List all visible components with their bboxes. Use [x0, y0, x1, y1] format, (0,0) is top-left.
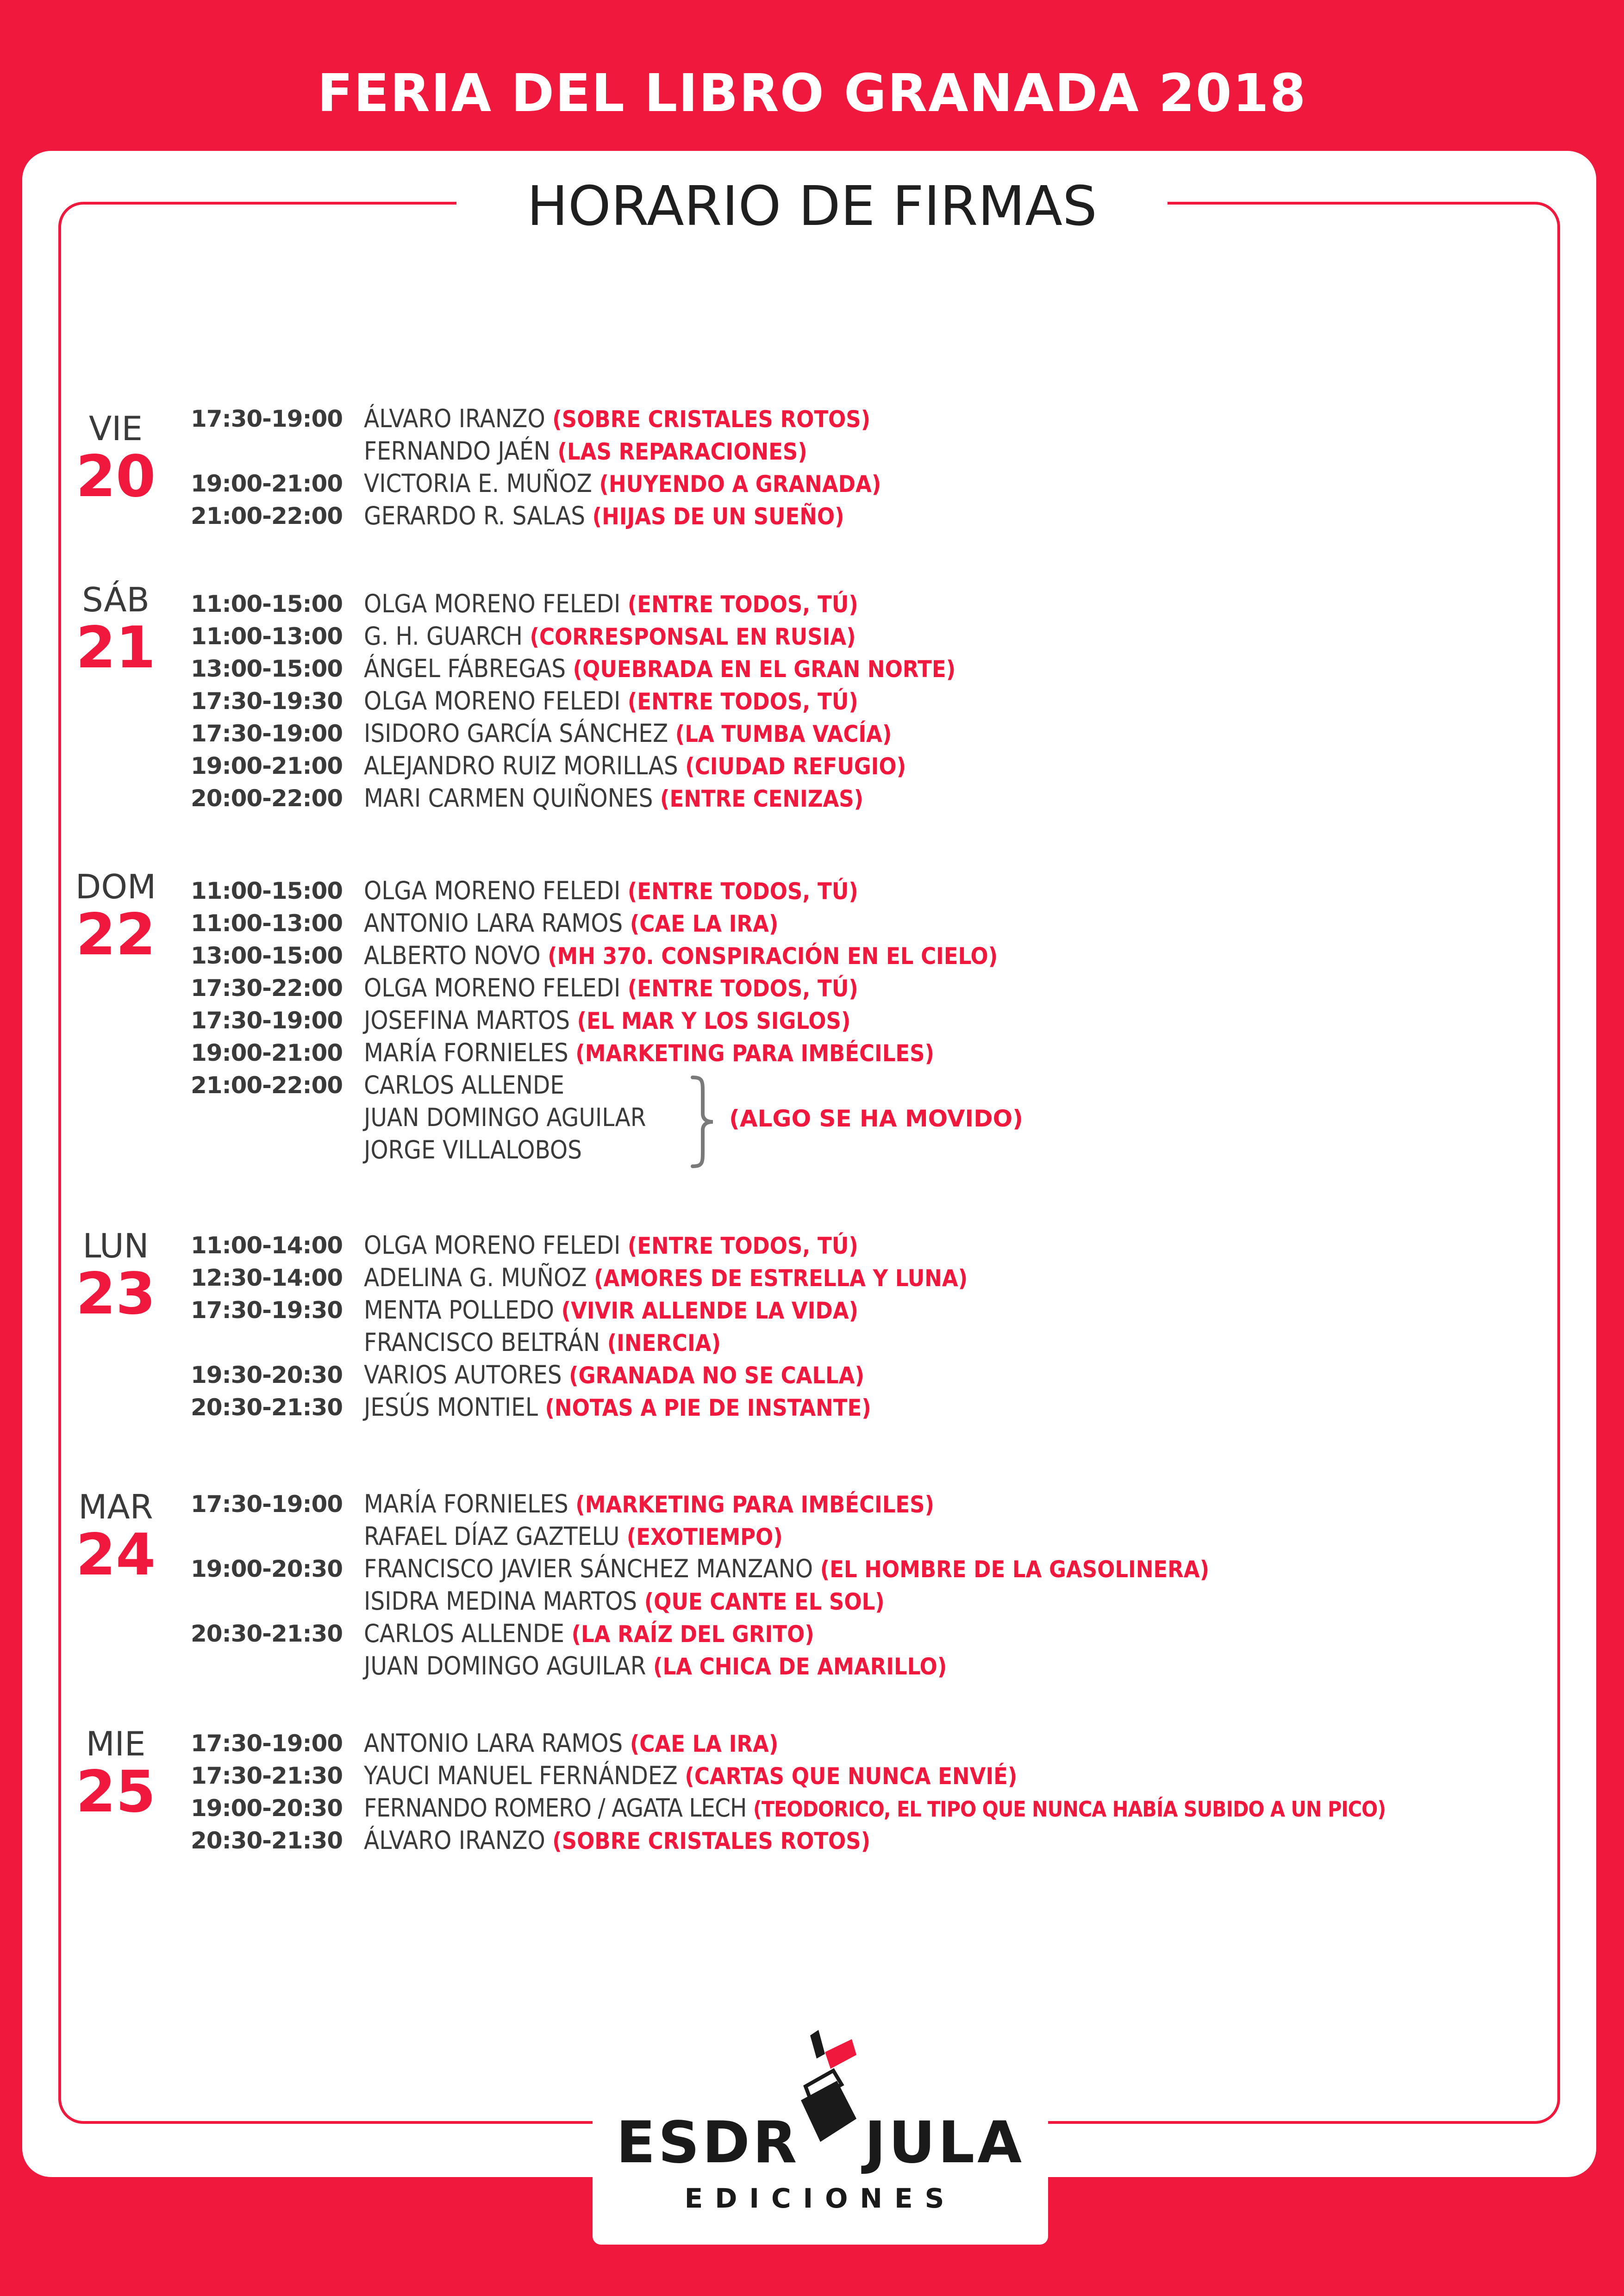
- book-title: (SOBRE CRISTALES ROTOS): [552, 406, 871, 433]
- time-slot: 17:30-19:00: [191, 405, 343, 432]
- author-name: OLGA MORENO FELEDI: [364, 686, 621, 716]
- book-title: (CIUDAD REFUGIO): [685, 753, 906, 780]
- author-name: JUAN DOMINGO AGUILAR: [364, 1651, 646, 1680]
- time-slot: 19:00-21:00: [191, 1039, 343, 1066]
- entry: [364, 1294, 858, 1327]
- day-name: SÁB: [82, 580, 150, 619]
- time-slot: 17:30-19:30: [191, 688, 343, 715]
- logo-subtitle: EDICIONES: [684, 2183, 956, 2214]
- entry: [364, 403, 870, 436]
- time-slot: 11:00-15:00: [191, 877, 343, 904]
- author-name: FRANCISCO BELTRÁN: [364, 1328, 600, 1357]
- day-number: 25: [75, 1759, 156, 1825]
- entry: [364, 685, 858, 718]
- book-title: (LA CHICA DE AMARILLO): [653, 1653, 947, 1680]
- author-name: ÁLVARO IRANZO: [364, 1826, 545, 1855]
- book-title: (NOTAS A PIE DE INSTANTE): [545, 1394, 871, 1421]
- time-slot: 11:00-13:00: [191, 910, 343, 937]
- logo-name-left: ESDR: [616, 2109, 800, 2176]
- time-slot: 13:00-15:00: [191, 655, 343, 682]
- author-name: ALEJANDRO RUIZ MORILLAS: [364, 751, 678, 780]
- time-slot: 20:00-22:00: [191, 785, 343, 812]
- entry: [364, 1037, 934, 1070]
- entry: [364, 1553, 1209, 1586]
- author-name: JUAN DOMINGO AGUILAR: [364, 1103, 646, 1132]
- entry: [364, 717, 892, 750]
- time-slot: 17:30-19:00: [191, 720, 343, 747]
- entry: [364, 620, 856, 653]
- entry: [364, 1488, 934, 1521]
- author-name: ALBERTO NOVO: [364, 941, 541, 970]
- day-number: 22: [75, 902, 156, 968]
- time-slot: 21:00-22:00: [191, 503, 343, 529]
- entry: [364, 500, 844, 533]
- author-name: FRANCISCO JAVIER SÁNCHEZ MANZANO: [364, 1554, 813, 1583]
- time-slot: 11:00-15:00: [191, 591, 343, 617]
- book-title: (ENTRE CENIZAS): [660, 785, 864, 812]
- time-slot: 19:00-21:00: [191, 753, 343, 779]
- entry: [364, 1760, 1017, 1792]
- entry: [364, 1134, 582, 1166]
- author-name: JESÚS MONTIEL: [364, 1393, 538, 1422]
- entry: [364, 1101, 646, 1134]
- author-name: ADELINA G. MUÑOZ: [364, 1263, 587, 1292]
- author-name: GERARDO R. SALAS: [364, 501, 586, 530]
- book-title: (ENTRE TODOS, TÚ): [627, 688, 858, 715]
- day-label: [60, 1487, 171, 1588]
- author-name: ISIDRA MEDINA MARTOS: [364, 1587, 637, 1616]
- book-title: (MH 370. CONSPIRACIÓN EN EL CIELO): [548, 943, 998, 970]
- logo-name-right: JULA: [864, 2109, 1025, 2176]
- author-name: ANTONIO LARA RAMOS: [364, 1729, 623, 1758]
- book-title: (LA RAÍZ DEL GRITO): [571, 1621, 814, 1648]
- time-slot: 17:30-19:00: [191, 1730, 343, 1757]
- time-slot: 17:30-19:30: [191, 1297, 343, 1324]
- entry: [364, 750, 906, 783]
- book-title: (QUEBRADA EN EL GRAN NORTE): [573, 656, 956, 683]
- entry: [364, 1520, 783, 1553]
- book-title: (ENTRE TODOS, TÚ): [627, 975, 858, 1002]
- author-name: VICTORIA E. MUÑOZ: [364, 469, 592, 498]
- time-slot: 20:30-21:30: [191, 1827, 343, 1854]
- time-slot: 12:30-14:00: [191, 1264, 343, 1291]
- author-name: YAUCI MANUEL FERNÁNDEZ: [364, 1761, 678, 1790]
- author-name: G. H. GUARCH: [364, 622, 523, 651]
- entry: [364, 1618, 814, 1650]
- author-name: VARIOS AUTORES: [364, 1360, 562, 1389]
- day-label: [60, 580, 171, 681]
- day-name: VIE: [89, 409, 143, 448]
- entry: [364, 1585, 885, 1618]
- time-slot: 21:00-22:00: [191, 1072, 343, 1099]
- book-title: (CAE LA IRA): [630, 1730, 779, 1757]
- book-title: (QUE CANTE EL SOL): [644, 1588, 885, 1615]
- book-title: (CAE LA IRA): [630, 910, 779, 937]
- entry: [364, 467, 881, 500]
- entry: [364, 1359, 864, 1392]
- day-label: [60, 867, 171, 968]
- entry: [364, 1727, 778, 1760]
- entry: [364, 1229, 858, 1262]
- day-number: 21: [75, 615, 156, 681]
- entry: [364, 972, 858, 1005]
- author-name: MENTA POLLEDO: [364, 1295, 555, 1325]
- entry: [364, 1004, 850, 1037]
- entry: [364, 588, 858, 621]
- entry: [364, 907, 778, 940]
- author-name: CARLOS ALLENDE: [364, 1619, 565, 1648]
- book-title: (AMORES DE ESTRELLA Y LUNA): [593, 1265, 968, 1292]
- book-title: (HIJAS DE UN SUEÑO): [592, 503, 844, 530]
- brace-icon: [689, 1075, 717, 1169]
- author-name: OLGA MORENO FELEDI: [364, 1231, 621, 1260]
- entry: [364, 1650, 947, 1683]
- book-title: (EXOTIEMPO): [626, 1524, 783, 1550]
- time-slot: 20:30-21:30: [191, 1394, 343, 1421]
- time-slot: 19:00-21:00: [191, 470, 343, 497]
- day-number: 20: [75, 443, 156, 510]
- book-title: (MARKETING PARA IMBÉCILES): [575, 1040, 935, 1067]
- time-slot: 17:30-21:30: [191, 1762, 343, 1789]
- author-name: FERNANDO JAÉN: [364, 436, 550, 466]
- time-slot: 17:30-22:00: [191, 975, 343, 1002]
- time-slot: 17:30-19:00: [191, 1491, 343, 1518]
- author-name: MARÍA FORNIELES: [364, 1489, 568, 1518]
- book-title: (ENTRE TODOS, TÚ): [627, 591, 858, 618]
- book-title: (ENTRE TODOS, TÚ): [627, 878, 858, 905]
- entry: [364, 1391, 871, 1424]
- book-title: (INERCIA): [607, 1330, 721, 1356]
- entry: [364, 1792, 1386, 1825]
- entry: [364, 940, 998, 972]
- day-number: 24: [75, 1522, 156, 1588]
- author-name: JORGE VILLALOBOS: [364, 1135, 582, 1164]
- time-slot: 11:00-14:00: [191, 1232, 343, 1259]
- author-name: FERNANDO ROMERO / AGATA LECH: [364, 1793, 747, 1823]
- entry: [364, 1069, 564, 1101]
- day-label: [60, 409, 171, 510]
- time-slot: 20:30-21:30: [191, 1620, 343, 1647]
- author-name: ISIDORO GARCÍA SÁNCHEZ: [364, 719, 668, 748]
- book-title: (SOBRE CRISTALES ROTOS): [552, 1828, 871, 1854]
- entry: [364, 782, 863, 815]
- book-title: (CARTAS QUE NUNCA ENVIÉ): [685, 1763, 1018, 1790]
- entry: [364, 1824, 870, 1857]
- book-title: (GRANADA NO SE CALLA): [568, 1362, 865, 1389]
- time-slot: 17:30-19:00: [191, 1007, 343, 1034]
- section-title: HORARIO DE FIRMAS: [456, 171, 1168, 241]
- page-title: FERIA DEL LIBRO GRANADA 2018: [317, 63, 1307, 124]
- author-name: OLGA MORENO FELEDI: [364, 973, 621, 1002]
- book-title: (VIVIR ALLENDE LA VIDA): [561, 1297, 859, 1324]
- author-name: CARLOS ALLENDE: [364, 1070, 565, 1100]
- book-title: (LA TUMBA VACÍA): [675, 721, 892, 747]
- day-name: MIE: [86, 1724, 146, 1763]
- book-title: (EL HOMBRE DE LA GASOLINERA): [820, 1556, 1210, 1583]
- author-name: OLGA MORENO FELEDI: [364, 589, 621, 618]
- entry: [364, 1262, 968, 1294]
- day-name: MAR: [78, 1487, 153, 1526]
- author-name: MARI CARMEN QUIÑONES: [364, 784, 653, 813]
- time-slot: 19:30-20:30: [191, 1362, 343, 1388]
- time-slot: 11:00-13:00: [191, 623, 343, 650]
- day-number: 23: [75, 1261, 156, 1327]
- author-name: ÁLVARO IRANZO: [364, 404, 545, 433]
- book-title: (TEODORICO, EL TIPO QUE NUNCA HABÍA SUBIDO A UN PICO): [753, 1797, 1386, 1822]
- author-name: JOSEFINA MARTOS: [364, 1006, 570, 1035]
- entry: [364, 653, 956, 685]
- author-name: ÁNGEL FÁBREGAS: [364, 654, 566, 683]
- day-name: DOM: [75, 867, 156, 906]
- group-book-title: (ALGO SE HA MOVIDO): [729, 1105, 1023, 1132]
- book-title: (CORRESPONSAL EN RUSIA): [530, 623, 856, 650]
- book-title: (MARKETING PARA IMBÉCILES): [575, 1491, 935, 1518]
- book-title: (ENTRE TODOS, TÚ): [627, 1232, 858, 1259]
- day-label: [60, 1724, 171, 1825]
- entry: [364, 1326, 721, 1359]
- book-title: (EL MAR Y LOS SIGLOS): [577, 1008, 851, 1034]
- time-slot: 19:00-20:30: [191, 1795, 343, 1822]
- author-name: OLGA MORENO FELEDI: [364, 876, 621, 905]
- time-slot: 19:00-20:30: [191, 1556, 343, 1582]
- day-label: [60, 1226, 171, 1327]
- book-title: (HUYENDO A GRANADA): [599, 471, 881, 498]
- author-name: MARÍA FORNIELES: [364, 1038, 568, 1067]
- day-name: LUN: [82, 1226, 149, 1265]
- book-title: (LAS REPARACIONES): [557, 438, 807, 465]
- author-name: RAFAEL DÍAZ GAZTELU: [364, 1522, 620, 1551]
- time-slot: 13:00-15:00: [191, 942, 343, 969]
- entry: [364, 875, 858, 908]
- logo-wordmark: [602, 2108, 1039, 2178]
- entry: [364, 435, 807, 468]
- author-name: ANTONIO LARA RAMOS: [364, 908, 623, 938]
